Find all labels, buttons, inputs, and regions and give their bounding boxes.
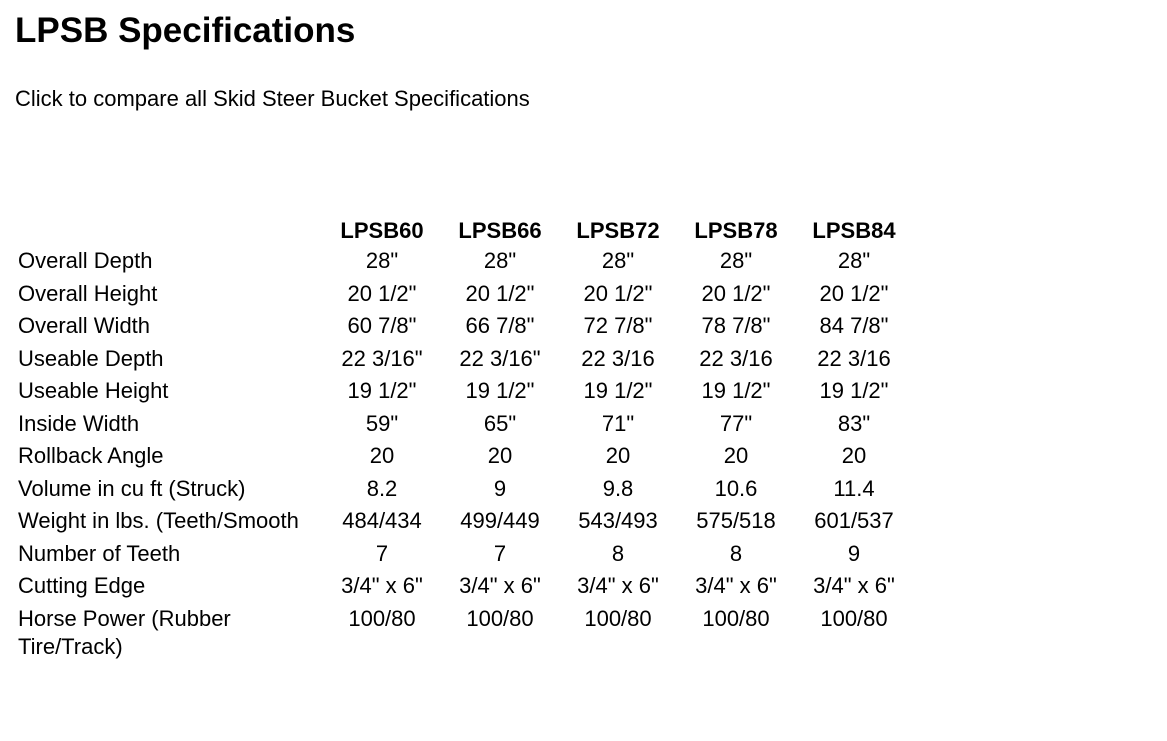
table-cell: 20 1/2" (583, 280, 653, 306)
row-label: Rollback Angle (18, 443, 164, 468)
table-cell: 20 1/2" (465, 280, 535, 306)
table-cell: 19 1/2" (465, 378, 535, 403)
table-cell: 83" (837, 410, 871, 436)
table-row (16, 507, 913, 540)
table-cell: 11.4 (833, 475, 875, 501)
table-cell: 22 3/16 (699, 345, 773, 371)
table-row (16, 442, 913, 475)
table-cell: 3/4" x 6" (577, 573, 659, 598)
table-cell: 9 (493, 475, 507, 501)
table-cell: 20 (605, 443, 631, 468)
table-row (16, 280, 913, 313)
table-cell: 3/4" x 6" (459, 573, 541, 598)
table-cell: 20 1/2" (819, 280, 889, 306)
table-cell: 8 (611, 540, 625, 566)
row-label: Horse Power (Rubber Tire/Track) (18, 605, 231, 659)
row-label: Number of Teeth (18, 540, 181, 566)
column-header: LPSB60 (340, 218, 424, 243)
table-cell: 543/493 (578, 508, 658, 533)
table-header-empty (16, 217, 323, 247)
row-label: Cutting Edge (18, 573, 146, 598)
table-cell: 9 (847, 540, 861, 566)
page-title: LPSB Specifications (15, 11, 356, 50)
table-cell: 7 (375, 540, 389, 566)
table-cell: 100/80 (820, 605, 888, 631)
table-row (16, 572, 913, 605)
row-label: Useable Height (18, 378, 169, 403)
table-cell: 20 (487, 443, 513, 468)
table-cell: 71" (601, 410, 635, 436)
column-header: LPSB84 (812, 218, 896, 243)
column-header: LPSB72 (576, 218, 660, 243)
table-cell: 60 7/8" (347, 313, 417, 338)
table-cell: 59" (365, 410, 399, 436)
table-header-row (16, 217, 913, 247)
table-cell: 19 1/2" (701, 378, 771, 403)
table-cell: 72 7/8" (583, 313, 653, 338)
table-row (16, 345, 913, 378)
table-cell: 100/80 (466, 605, 534, 631)
row-label: Volume in cu ft (Struck) (18, 475, 246, 501)
table-cell: 9.8 (602, 475, 634, 501)
table-cell: 20 (723, 443, 749, 468)
table-cell: 20 1/2" (701, 280, 771, 306)
table-cell: 19 1/2" (583, 378, 653, 403)
table-row (16, 475, 913, 508)
row-label: Useable Depth (18, 345, 164, 371)
row-label: Weight in lbs. (Teeth/Smooth (18, 508, 299, 533)
row-label: Overall Width (18, 313, 151, 338)
column-header: LPSB66 (458, 218, 542, 243)
table-cell: 19 1/2" (347, 378, 417, 403)
table-cell: 28" (601, 248, 635, 273)
compare-specifications-link[interactable]: Click to compare all Skid Steer Bucket Specifications (15, 86, 530, 111)
table-cell: 28" (719, 248, 753, 273)
table-cell: 8 (729, 540, 743, 566)
table-cell: 28" (365, 248, 399, 273)
row-label: Inside Width (18, 410, 140, 436)
table-cell: 484/434 (342, 508, 422, 533)
table-cell: 10.6 (714, 475, 758, 501)
table-cell: 22 3/16 (581, 345, 655, 371)
table-cell: 575/518 (696, 508, 776, 533)
table-cell: 22 3/16 (817, 345, 891, 371)
table-row (16, 605, 913, 666)
table-row (16, 247, 913, 280)
row-label: Overall Depth (18, 248, 153, 273)
row-label: Overall Height (18, 280, 158, 306)
specifications-table (16, 217, 913, 665)
table-cell: 19 1/2" (819, 378, 889, 403)
column-header: LPSB78 (694, 218, 778, 243)
table-cell: 22 3/16" (459, 345, 541, 371)
table-cell: 77" (719, 410, 753, 436)
table-cell: 100/80 (348, 605, 416, 631)
table-cell: 601/537 (814, 508, 894, 533)
table-row (16, 312, 913, 345)
table-cell: 499/449 (460, 508, 540, 533)
table-cell: 66 7/8" (465, 313, 535, 338)
table-cell: 7 (493, 540, 507, 566)
table-cell: 20 1/2" (347, 280, 417, 306)
table-cell: 20 (369, 443, 395, 468)
table-row (16, 410, 913, 443)
table-cell: 100/80 (702, 605, 770, 631)
table-row (16, 377, 913, 410)
table-cell: 65" (483, 410, 517, 436)
table-cell: 22 3/16" (341, 345, 423, 371)
table-row (16, 540, 913, 573)
table-cell: 8.2 (366, 475, 398, 501)
table-cell: 3/4" x 6" (813, 573, 895, 598)
table-cell: 28" (483, 248, 517, 273)
table-cell: 3/4" x 6" (341, 573, 423, 598)
table-cell: 100/80 (584, 605, 652, 631)
table-cell: 84 7/8" (819, 313, 889, 338)
table-cell: 78 7/8" (701, 313, 771, 338)
table-cell: 28" (837, 248, 871, 273)
table-cell: 3/4" x 6" (695, 573, 777, 598)
table-cell: 20 (841, 443, 867, 468)
